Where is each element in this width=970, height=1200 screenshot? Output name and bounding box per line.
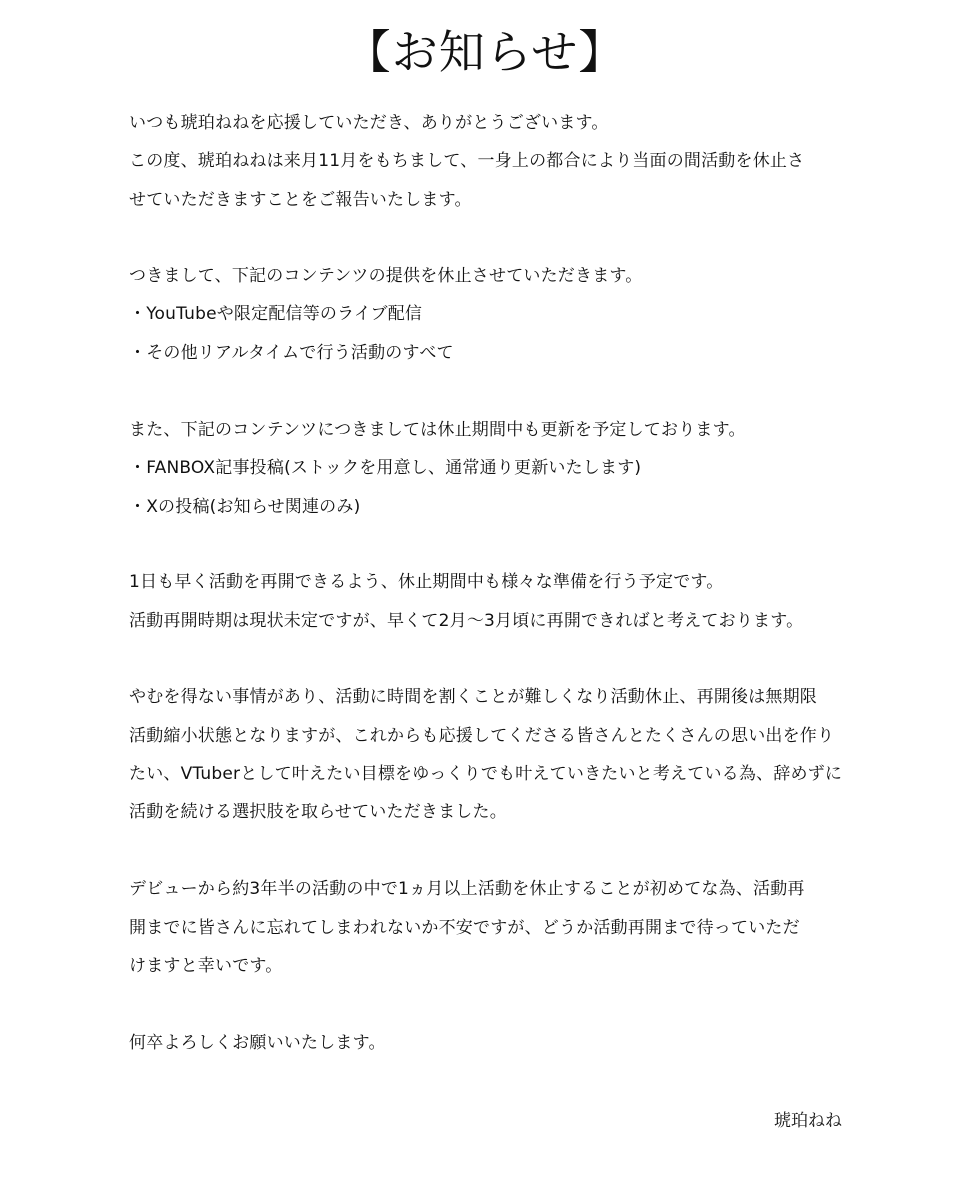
body-line-reason-4: 活動を続ける選択肢を取らせていただきました。: [129, 802, 507, 822]
list-item-continued-fanbox: ・FANBOX記事投稿(ストックを用意し、通常通り更新いたします): [129, 458, 642, 478]
body-line-announcement-2: せていただきますことをご報告いたします。: [129, 190, 472, 210]
list-item-suspended-realtime: ・その他リアルタイムで行う活動のすべて: [129, 343, 454, 363]
list-item-suspended-live: ・YouTubeや限定配信等のライブ配信: [129, 304, 423, 324]
body-line-closing-2: 開までに皆さんに忘れてしまわれないか不安ですが、どうか活動再開まで待っていただ: [129, 918, 800, 938]
body-line-reason-1: やむを得ない事情があり、活動に時間を割くことが難しくなり活動休止、再開後は無期限: [129, 687, 817, 707]
body-line-reason-2: 活動縮小状態となりますが、これからも応援してくださる皆さんとたくさんの思い出を作り: [129, 726, 835, 746]
body-line-resume-2: 活動再開時期は現状未定ですが、早くて2月～3月頃に再開できればと考えております。: [129, 611, 804, 631]
body-line-reason-3: たい、VTuberとして叶えたい目標をゆっくりでも叶えていきたいと考えている為、辞めずに: [129, 764, 843, 784]
page-title: 【お知らせ】: [344, 25, 626, 79]
signature: 琥珀ねね: [774, 1111, 842, 1131]
body-line-greeting: いつも琥珀ねねを応援していただき、ありがとうございます。: [129, 113, 609, 133]
list-item-continued-x: ・Xの投稿(お知らせ関連のみ): [129, 497, 361, 517]
body-line-announcement-1: この度、琥珀ねねは来月11月をもちまして、一身上の都合により当面の間活動を休止さ: [129, 151, 805, 171]
body-line-suspended-intro: つきまして、下記のコンテンツの提供を休止させていただきます。: [129, 266, 643, 286]
body-line-closing-3: けますと幸いです。: [129, 956, 283, 976]
body-line-continued-intro: また、下記のコンテンツにつきましては休止期間中も更新を予定しております。: [129, 420, 746, 440]
body-line-resume-1: 1日も早く活動を再開できるよう、休止期間中も様々な準備を行う予定です。: [129, 572, 724, 592]
body-line-regards: 何卒よろしくお願いいたします。: [129, 1033, 386, 1053]
body-line-closing-1: デビューから約3年半の活動の中で1ヵ月以上活動を休止することが初めてな為、活動再: [129, 879, 805, 899]
